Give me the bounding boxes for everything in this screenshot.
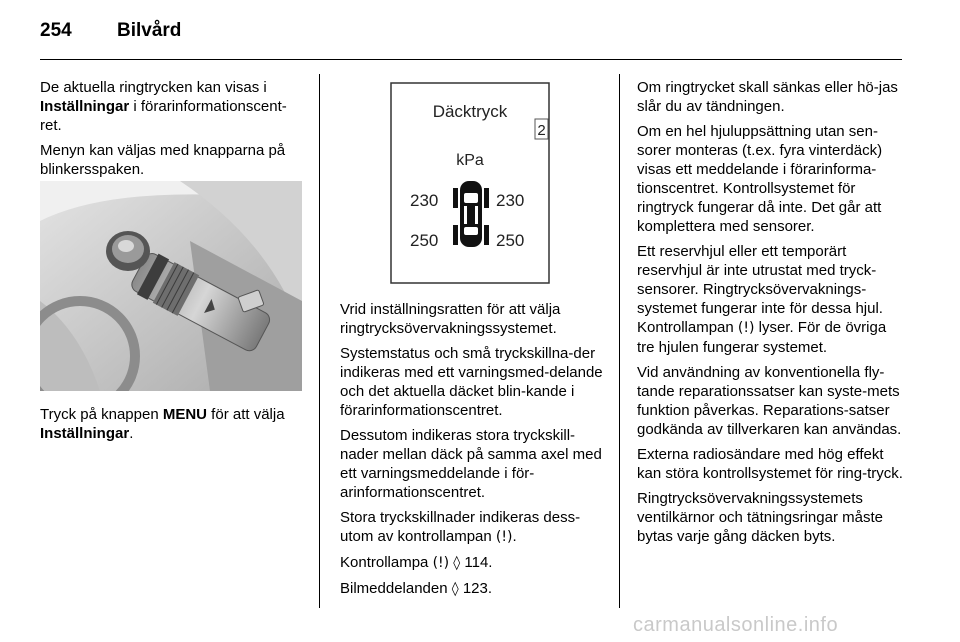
- tpms-warning-icon: (!): [432, 555, 450, 571]
- paragraph: Dessutom indikeras stora tryckskill-nader mellan däck på samma axel med ett varningsmeddelande i för-arinformationscentret.: [340, 427, 602, 501]
- page-reference: 123.: [458, 580, 493, 597]
- front-left-pressure: 230: [410, 191, 439, 210]
- text: Bilmeddelanden: [340, 580, 452, 597]
- front-right-pressure: 230: [496, 191, 525, 210]
- display-illustration: [323, 75, 603, 290]
- stalk-photo: [40, 181, 302, 391]
- menu-term: Inställningar: [40, 98, 130, 115]
- text: Tryck på knappen: [40, 406, 163, 423]
- paragraph: [340, 553, 610, 573]
- page-number: 254: [40, 20, 72, 41]
- page-reference-icon: ◊: [453, 555, 461, 571]
- text: Kontrollampa: [340, 554, 433, 571]
- tpms-warning-icon: (!): [495, 529, 513, 545]
- tire-pressure-display: [323, 75, 603, 290]
- paragraph: Externa radiosändare med hög effekt kan störa kontrollsystemet för ring-tryck.: [637, 446, 903, 482]
- unit-label: kPa: [456, 152, 484, 169]
- page-title: Bilvård: [117, 20, 182, 41]
- paragraph: Om ringtrycket skall sänkas eller hö-jas slår du av tändningen.: [637, 79, 898, 115]
- paragraph: [340, 508, 610, 547]
- text: .: [512, 528, 517, 545]
- paragraph: Om en hel hjuluppsättning utan sen-sorer monteras (t.ex. fyra vinterdäck) visas ett meddelande i förarinforma-tionscentret. Kontrollsystemet för ringtryck fungerar då inte. Det går att komplettera med sensorer.: [637, 123, 883, 235]
- turn-signal-lever-illustration: [40, 181, 302, 391]
- page-reference-icon: ◊: [451, 581, 459, 597]
- text: .: [129, 425, 134, 442]
- text: Stora tryckskillnader indikeras dess-utom av kontrollampan: [340, 509, 581, 545]
- paragraph: Menyn kan väljas med knapparna på blinkersspaken.: [40, 142, 286, 178]
- rear-right-pressure: 250: [496, 231, 525, 250]
- header-rule: [40, 59, 902, 60]
- watermark: carmanualsonline.info: [633, 614, 839, 636]
- menu-term: Inställningar: [40, 425, 130, 442]
- page-reference: 114.: [460, 554, 493, 571]
- text: för att välja: [207, 406, 285, 423]
- paragraph: [40, 78, 306, 135]
- column-divider-2: [619, 74, 620, 608]
- text: Ett reservhjul eller ett temporärt reservhjul är inte utrustat med tryck-sensorer. Ringtrycksövervaknings-systemet fungerar inte för dessa hjul. Kontrollampan: [637, 243, 883, 336]
- rear-left-pressure: 250: [410, 231, 439, 250]
- page-indicator: 2: [537, 122, 546, 139]
- column-3: [637, 78, 907, 552]
- text: lyser. För de övriga tre hjulen fungerar systemet.: [637, 319, 887, 356]
- paragraph: Vrid inställningsratten för att välja ringtrycksövervakningssystemet.: [340, 301, 561, 337]
- paragraph: [40, 405, 306, 443]
- display-title: Däcktryck: [432, 102, 508, 121]
- tpms-warning-icon: (!): [737, 320, 755, 336]
- paragraph: Ringtrycksövervakningssystemets ventilkärnor och tätningsringar måste bytas varje gång däcken byts.: [637, 490, 883, 545]
- column-2: [340, 300, 610, 605]
- menu-button-term: MENU: [162, 406, 208, 423]
- text: De aktuella ringtrycken kan visas i: [40, 79, 267, 96]
- paragraph: Vid användning av konventionella fly-tande reparationssatser kan syste-mets funktion påverkas. Reparations-satser godkända av tillverkaren kan användas.: [637, 364, 902, 438]
- paragraph: [637, 242, 907, 357]
- column-divider-1: [319, 74, 320, 608]
- paragraph: [340, 579, 610, 599]
- column-1-bottom: [40, 405, 306, 449]
- text: i förarinformationscent-ret.: [40, 98, 287, 134]
- column-1: [40, 78, 306, 185]
- paragraph: Systemstatus och små tryckskillna-der indikeras med ett varningsmed-delande och det aktuella däcket blin-kande i förarinformationscentret.: [340, 345, 603, 419]
